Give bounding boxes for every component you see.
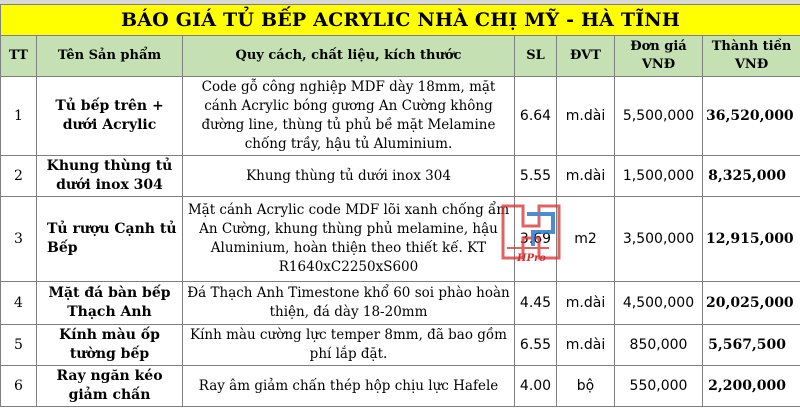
cell-total: 8,325,000 <box>703 156 800 197</box>
cell-dvt: m.dài <box>557 156 615 197</box>
cell-tt: 2 <box>1 156 37 197</box>
header-total <box>703 36 800 77</box>
cell-dvt: bộ <box>557 366 615 407</box>
cell-spec: Đá Thạch Anh Timestone khổ 60 soi phào hoàn thiện, đá dày 18-20mm <box>183 282 515 325</box>
table-row <box>1 197 800 282</box>
cell-price: 550,000 <box>615 366 703 407</box>
cell-price: 850,000 <box>615 325 703 366</box>
cell-spec: Ray âm giảm chấn thép hộp chịu lực Hafele <box>183 366 515 407</box>
cell-tt: 3 <box>1 197 37 282</box>
cell-spec: Mặt cánh Acrylic code MDF lõi xanh chống ẩm An Cường, khung thùng phủ melamine, hậu Aluminium, hoàn thiện theo thiết kế. KT R1640xC2250xS600 <box>183 197 515 282</box>
cell-spec: Khung thùng tủ dưới inox 304 <box>183 156 515 197</box>
cell-sl: 4.45 <box>515 282 557 325</box>
header-price-line2: VNĐ <box>641 57 676 72</box>
table-row <box>1 325 800 366</box>
cell-dvt: m2 <box>557 197 615 282</box>
header-spec: Quy cách, chất liệu, kích thước <box>183 36 515 77</box>
cell-total: 5,567,500 <box>703 325 800 366</box>
cell-tt: 1 <box>1 77 37 156</box>
table-row <box>1 156 800 197</box>
title-row <box>1 5 800 36</box>
cell-tt: 5 <box>1 325 37 366</box>
cell-sl: 4.00 <box>515 366 557 407</box>
header-row <box>1 36 800 77</box>
cell-dvt: m.dài <box>557 282 615 325</box>
header-price-line1: Đơn giá <box>630 39 687 54</box>
cell-sl: 6.64 <box>515 77 557 156</box>
cell-dvt: m.dài <box>557 325 615 366</box>
cell-total: 12,915,000 <box>703 197 800 282</box>
cell-price: 1,500,000 <box>615 156 703 197</box>
cell-sl: 6.55 <box>515 325 557 366</box>
cell-name: Tủ rượu Cạnh tủ Bếp <box>37 197 183 282</box>
cell-price: 4,500,000 <box>615 282 703 325</box>
header-dvt: ĐVT <box>557 36 615 77</box>
header-sl: SL <box>515 36 557 77</box>
cell-tt: 6 <box>1 366 37 407</box>
cell-tt: 4 <box>1 282 37 325</box>
cell-name: Mặt đá bàn bếp Thạch Anh <box>37 282 183 325</box>
cell-name: Ray ngăn kéo giảm chấn <box>37 366 183 407</box>
quotation-table <box>0 4 800 407</box>
cell-sl: 5.55 <box>515 156 557 197</box>
cell-total: 20,025,000 <box>703 282 800 325</box>
header-name: Tên Sản phẩm <box>37 36 183 77</box>
cell-total: 36,520,000 <box>703 77 800 156</box>
header-price <box>615 36 703 77</box>
header-total-line2: VNĐ <box>734 57 769 72</box>
cell-price: 5,500,000 <box>615 77 703 156</box>
cell-sl: 3.69 <box>515 197 557 282</box>
header-total-line1: Thành tiền <box>711 39 792 54</box>
table-row <box>1 366 800 407</box>
cell-name: Khung thùng tủ dưới inox 304 <box>37 156 183 197</box>
cell-name: Tủ bếp trên + dưới Acrylic <box>37 77 183 156</box>
page-title: BÁO GIÁ TỦ BẾP ACRYLIC NHÀ CHỊ MỸ - HÀ TĨNH <box>1 5 800 36</box>
table-row <box>1 282 800 325</box>
table-row <box>1 77 800 156</box>
cell-price: 3,500,000 <box>615 197 703 282</box>
cell-spec: Kính màu cường lực temper 8mm, đã bao gồm phí lắp đặt. <box>183 325 515 366</box>
cell-total: 2,200,000 <box>703 366 800 407</box>
cell-dvt: m.dài <box>557 77 615 156</box>
header-tt: TT <box>1 36 37 77</box>
hpro-logo-text: HPro <box>517 253 546 264</box>
cell-name: Kính màu ốp tường bếp <box>37 325 183 366</box>
cell-spec: Code gỗ công nghiệp MDF dày 18mm, mặt cánh Acrylic bóng gương An Cường không đường line, thùng tủ phủ bề mặt Melamine chống trầy, hậu tủ Aluminium. <box>183 77 515 156</box>
